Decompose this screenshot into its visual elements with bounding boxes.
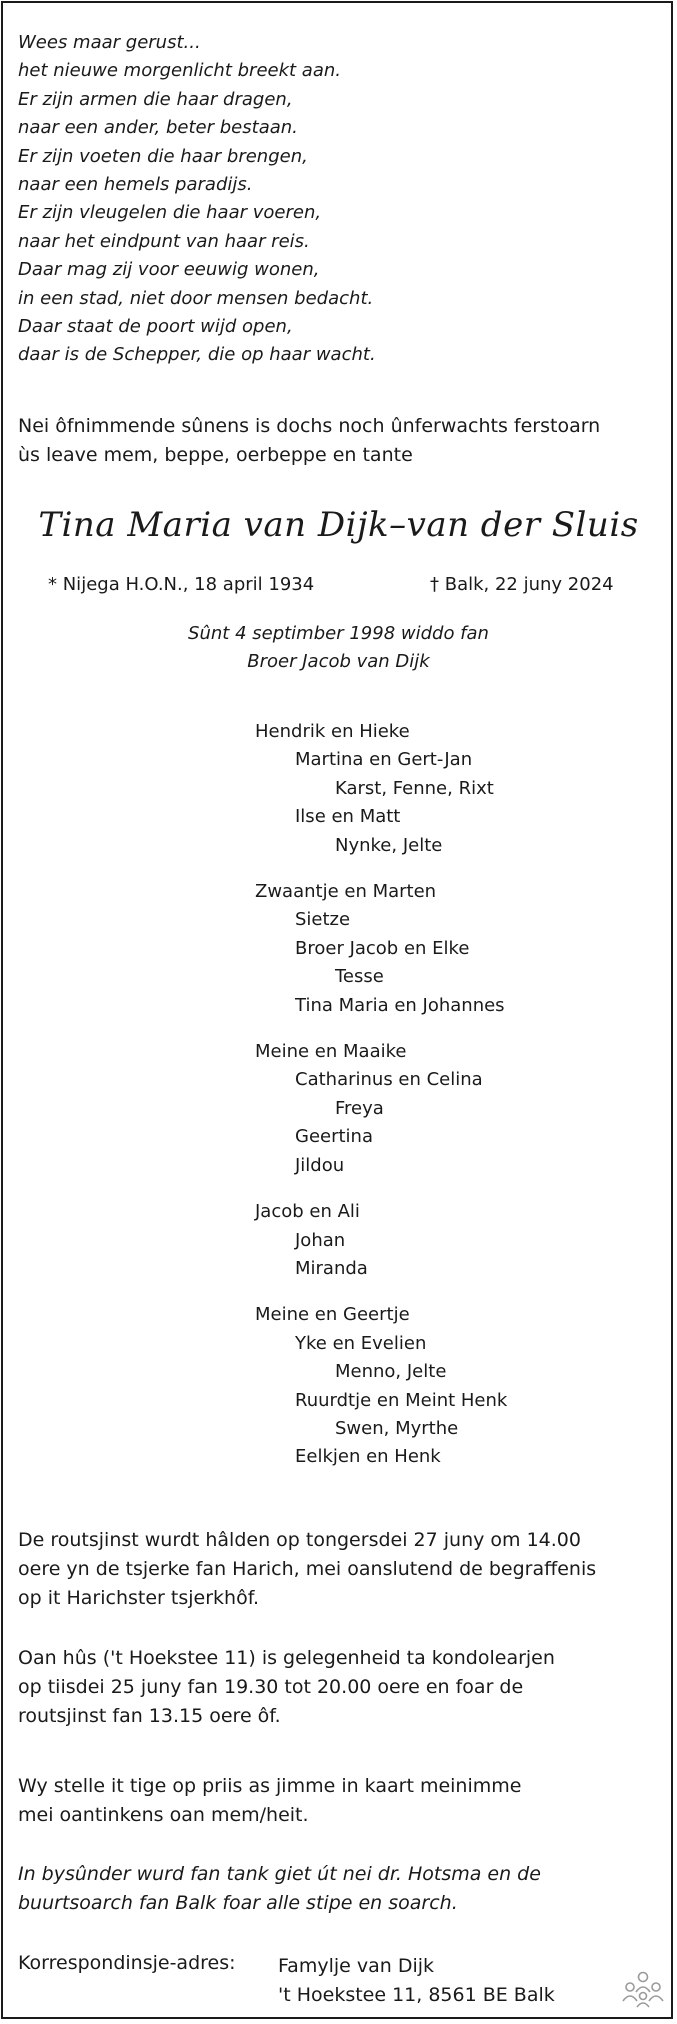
thanks-line: buurtsoarch fan Balk foar alle stipe en soarch. <box>18 1892 458 1914</box>
funeral-line: op it Harichster tsjerkhôf. <box>18 1587 260 1609</box>
address-line: Famylje van Dijk <box>278 1955 435 1977</box>
poem-line: Er zijn armen die haar dragen, <box>18 88 293 110</box>
great-grandchild-entry: Karst, Fenne, Rixt <box>335 777 494 799</box>
child-couple: Meine en Maaike <box>255 1041 407 1063</box>
grandchild-entry: Johan <box>295 1229 346 1251</box>
thanks-line: In bysûnder wurd fan tank giet út nei dr. Hotsma en de <box>18 1863 541 1885</box>
poem-line: daar is de Schepper, die op haar wacht. <box>18 344 376 366</box>
condolence-line: Oan hûs ('t Hoekstee 11) is gelegenheid ta kondolearjen <box>18 1647 555 1669</box>
thanks-text <box>18 1860 541 1918</box>
grandchild-entry: Miranda <box>295 1257 368 1279</box>
address-line: 't Hoekstee 11, 8561 BE Balk <box>278 1984 555 2006</box>
deceased-name: Tina Maria van Dijk–van der Sluis <box>38 505 639 545</box>
poem-line: in een stad, niet door mensen bedacht. <box>18 287 374 309</box>
family-group <box>255 878 507 1020</box>
people-group-icon <box>620 1970 666 2008</box>
intro-text <box>18 412 600 470</box>
poem-line: Er zijn voeten die haar brengen, <box>18 145 308 167</box>
funeral-info <box>18 1526 596 1613</box>
poem-line: naar een hemels paradijs. <box>18 174 253 196</box>
poem-line: naar een ander, beter bestaan. <box>18 117 298 139</box>
grandchild-entry: Ruurdtje en Meint Henk <box>295 1389 508 1411</box>
child-couple: Meine en Geertje <box>255 1304 410 1326</box>
grandchild-entry: Eelkjen en Henk <box>295 1446 441 1468</box>
great-grandchild-entry: Nynke, Jelte <box>335 834 443 856</box>
child-couple: Jacob en Ali <box>255 1201 360 1223</box>
intro-line: Nei ôfnimmende sûnens is dochs noch ûnferwachts ferstoarn <box>18 415 601 437</box>
grandchild-entry: Geertina <box>295 1126 373 1148</box>
grandchild-entry: Sietze <box>295 909 351 931</box>
correspondence-label: Korrespondinsje-adres: <box>18 1952 236 1974</box>
intro-line: ùs leave mem, beppe, oerbeppe en tante <box>18 444 413 466</box>
poem-line: Wees maar gerust... <box>18 32 201 53</box>
poem-line: Er zijn vleugelen die haar voeren, <box>18 202 322 224</box>
family-list <box>255 718 507 1472</box>
condolence-line: op tiisdei 25 juny fan 19.30 tot 20.00 oere en foar de <box>18 1676 524 1698</box>
grandchild-entry: Tina Maria en Johannes <box>295 994 505 1016</box>
poem-line: Daar mag zij voor eeuwig wonen, <box>18 259 320 281</box>
poem-line: Daar staat de poort wijd open, <box>18 316 293 338</box>
family-group <box>255 1038 507 1180</box>
grandchild-entry: Ilse en Matt <box>295 806 401 828</box>
family-group <box>255 1198 507 1283</box>
great-grandchild-entry: Freya <box>335 1097 384 1119</box>
poem-line: naar het eindpunt van haar reis. <box>18 230 310 252</box>
grandchild-entry: Catharinus en Celina <box>295 1069 483 1091</box>
family-group-spacer <box>255 860 507 878</box>
family-group <box>255 718 507 860</box>
correspondence-address <box>278 1952 555 2010</box>
grandchild-entry: Yke en Evelien <box>295 1332 427 1354</box>
widow-line: Broer Jacob van Dijk <box>247 651 430 672</box>
poem-line: het nieuwe morgenlicht breekt aan. <box>18 60 341 82</box>
great-grandchild-entry: Tesse <box>335 966 384 988</box>
widow-line: Sûnt 4 septimber 1998 widdo fan <box>188 623 489 644</box>
family-group-spacer <box>255 1020 507 1038</box>
funeral-line: De routsjinst wurdt hâlden op tongersdei 27 juny om 14.00 <box>18 1529 581 1551</box>
family-group-spacer <box>255 1283 507 1301</box>
memories-line: Wy stelle it tige op priis as jimme in kaart meinimme <box>18 1775 522 1797</box>
condolence-line: routsjinst fan 13.15 oere ôf. <box>18 1705 281 1727</box>
condolence-info <box>18 1644 555 1731</box>
grandchild-entry: Jildou <box>295 1154 345 1176</box>
family-group-spacer <box>255 1180 507 1198</box>
family-group <box>255 1301 507 1471</box>
child-couple: Zwaantje en Marten <box>255 881 437 903</box>
funeral-line: oere yn de tsjerke fan Harich, mei oanslutend de begraffenis <box>18 1558 597 1580</box>
memories-line: mei oantinkens oan mem/heit. <box>18 1804 309 1826</box>
birth-date: * Nijega H.O.N., 18 april 1934 <box>48 574 315 595</box>
poem <box>18 29 376 370</box>
grandchild-entry: Broer Jacob en Elke <box>295 937 470 959</box>
great-grandchild-entry: Swen, Myrthe <box>335 1417 459 1439</box>
memories-info <box>18 1772 521 1830</box>
grandchild-entry: Martina en Gert-Jan <box>295 749 473 771</box>
death-date: † Balk, 22 juny 2024 <box>430 574 614 595</box>
great-grandchild-entry: Menno, Jelte <box>335 1361 447 1383</box>
child-couple: Hendrik en Hieke <box>255 721 410 742</box>
